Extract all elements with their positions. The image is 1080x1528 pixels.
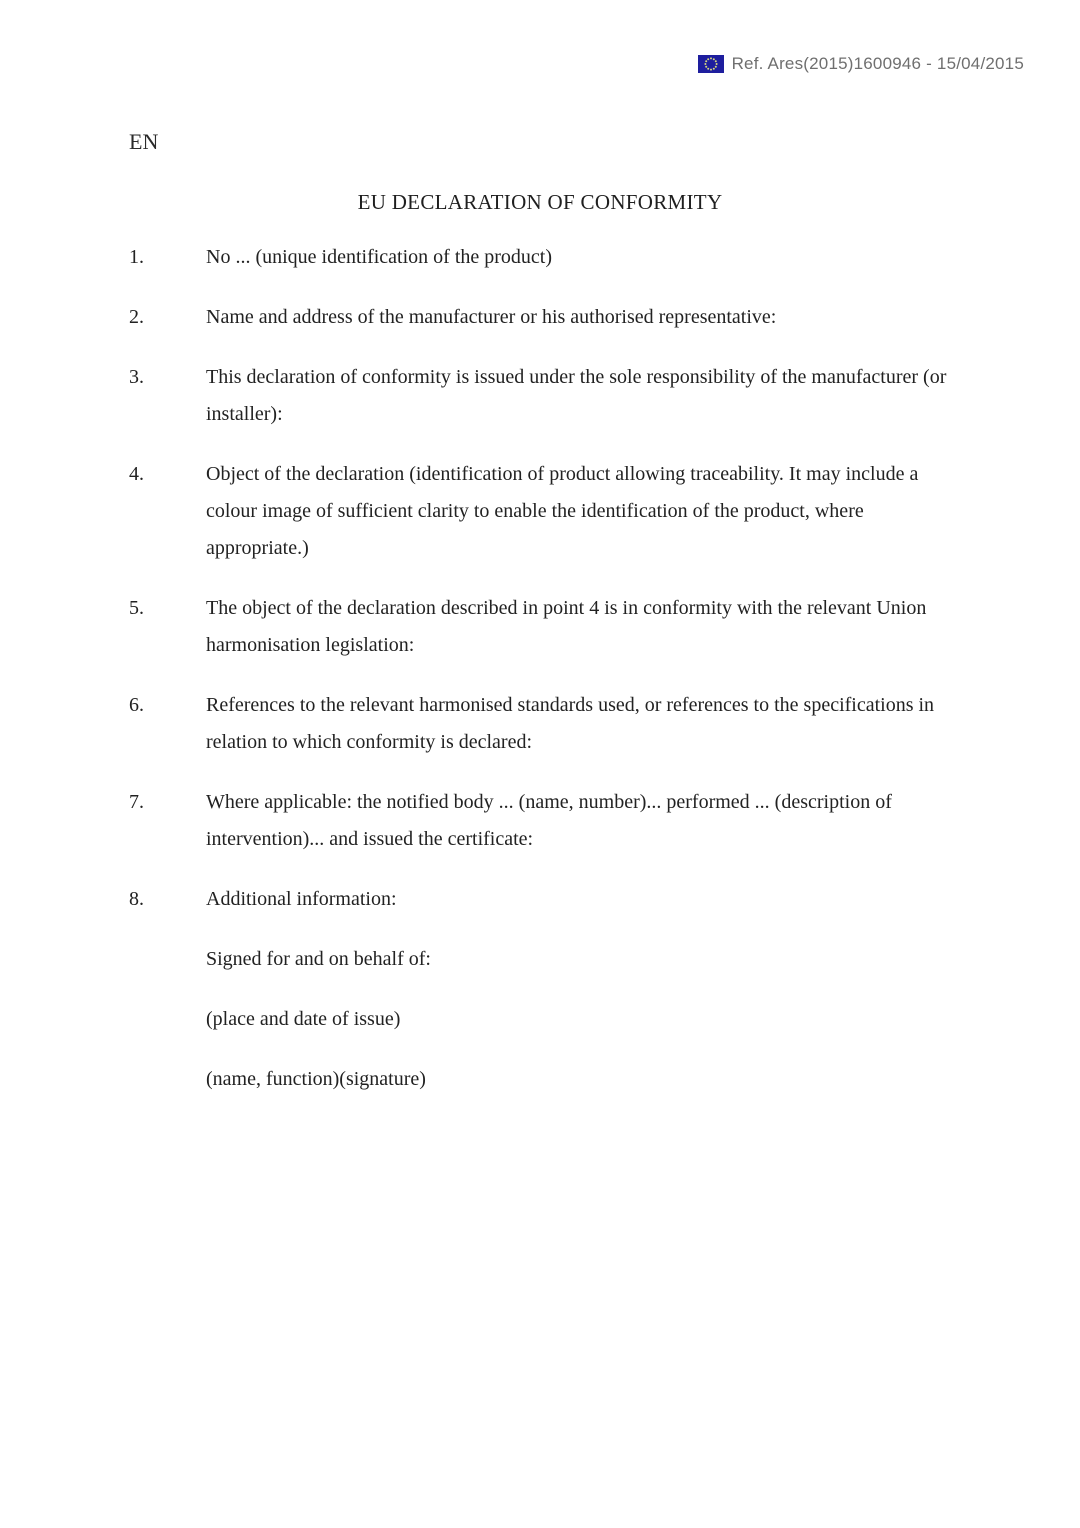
list-item-7 [129, 784, 951, 858]
ares-ref-header [698, 54, 1024, 74]
list-item-5 [129, 590, 951, 664]
item-text: Name and address of the manufacturer or his authorised representative: [206, 306, 777, 328]
list-item-3 [129, 359, 951, 433]
list-item-6 [129, 687, 951, 761]
page-title: EU DECLARATION OF CONFORMITY [357, 190, 723, 214]
closing-line-signed: Signed for and on behalf of: [206, 948, 431, 970]
list-item-1 [129, 239, 951, 276]
declaration-items [129, 239, 951, 1121]
closing-block [206, 941, 951, 1098]
item-text: Object of the declaration (identification of product allowing traceability. It may include a colour image of sufficient clarity to enable the identification of the product, where appropriate.) [206, 463, 919, 559]
closing-line-name-signature: (name, function)(signature) [206, 1068, 426, 1090]
item-text: Where applicable: the notified body ... (name, number)... performed ... (description of intervention)... and issued the certificate: [206, 791, 892, 850]
eu-flag-icon [698, 55, 724, 73]
closing-line-place-date: (place and date of issue) [206, 1008, 401, 1030]
item-number: 1. [129, 246, 144, 268]
item-number: 2. [129, 306, 144, 328]
item-text: Additional information: [206, 888, 397, 910]
language-code: EN [129, 129, 159, 154]
ares-ref-text: Ref. Ares(2015)1600946 - 15/04/2015 [731, 54, 1024, 73]
list-item-8 [129, 881, 951, 918]
item-text: The object of the declaration described in point 4 is in conformity with the relevant Union harmonisation legislation: [206, 597, 927, 656]
item-number: 5. [129, 597, 144, 619]
item-text: References to the relevant harmonised standards used, or references to the specifications in relation to which conformity is declared: [206, 694, 935, 753]
list-item-4 [129, 456, 951, 567]
item-number: 6. [129, 694, 144, 716]
item-number: 3. [129, 366, 144, 388]
list-item-2 [129, 299, 951, 336]
item-number: 7. [129, 791, 144, 813]
item-number: 8. [129, 888, 144, 910]
item-number: 4. [129, 463, 144, 485]
item-text: This declaration of conformity is issued under the sole responsibility of the manufacturer (or installer): [206, 366, 947, 425]
item-text: No ... (unique identification of the product) [206, 246, 553, 268]
